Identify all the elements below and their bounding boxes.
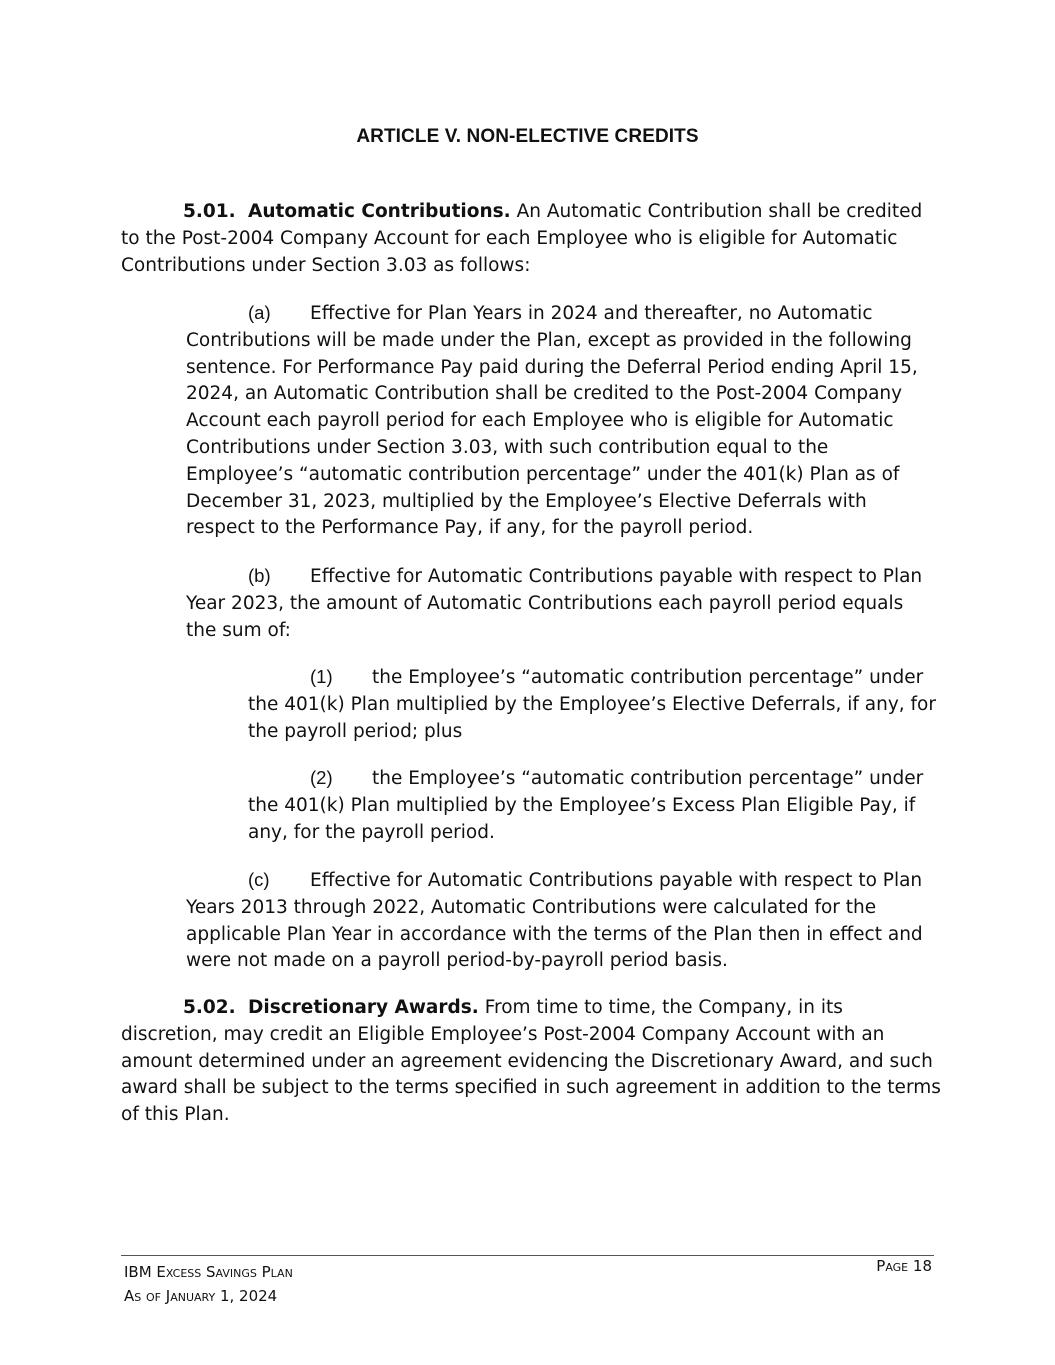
footer-plan-info	[124, 1260, 293, 1308]
clause-b-text: Effective for Automatic Contributions payable with respect to Plan Year 2023, the amount of Automatic Contributions each payroll period equals the sum of:	[186, 566, 923, 641]
section-5-01-paragraph	[121, 199, 941, 279]
clause-a-mark: (a)	[248, 302, 271, 323]
clause-c-text: Effective for Automatic Contributions payable with respect to Plan Years 2013 through 2022, Automatic Contributions were calculated for the applicable Plan Year in accordance with the terms of the Plan then in effect and were not made on a payroll period-by-payroll period basis.	[186, 870, 923, 972]
clause-b-mark: (b)	[248, 565, 271, 586]
section-5-01-number: 5.01.	[183, 201, 236, 222]
clause-b1-paragraph	[248, 664, 938, 745]
section-5-02-paragraph	[121, 995, 941, 1129]
clause-b1-text: the Employee’s “automatic contribution percentage” under the 401(k) Plan multiplied by the Employee’s Elective Deferrals, if any, for the payroll period; plus	[248, 667, 936, 742]
footer-page-number: Page 18	[876, 1257, 932, 1275]
clause-a-text: Effective for Plan Years in 2024 and thereafter, no Automatic Contributions will be made under the Plan, except as provided in the following sentence. For Performance Pay paid during the Deferral Period ending April 15, 2024, an Automatic Contribution shall be credited to the Post-2004 Company Account each payroll period for each Employee who is eligible for Automatic Contributions under Section 3.03, with such contribution equal to the Employee’s “automatic contribution percentage” under the 401(k) Plan as of December 31, 2023, multiplied by the Employee’s Elective Deferrals with respect to the Performance Pay, if any, for the payroll period.	[186, 303, 918, 539]
clause-b2-text: the Employee’s “automatic contribution percentage” under the 401(k) Plan multiplied by the Employee’s Excess Plan Eligible Pay, if any, for the payroll period.	[248, 768, 924, 843]
section-5-02-number: 5.02.	[183, 997, 236, 1018]
footer-as-of-date: As of January 1, 2024	[124, 1287, 278, 1305]
clause-b1-mark: (1)	[310, 666, 333, 687]
clause-c-paragraph	[186, 867, 938, 975]
section-5-02-text: From time to time, the Company, in its discretion, may credit an Eligible Employee’s Post-2004 Company Account with an amount determined under an agreement evidencing the Discretionary Award, and such award shall be subject to the terms specified in such agreement in addition to the terms of this Plan.	[121, 997, 941, 1126]
article-title: ARTICLE V. NON-ELECTIVE CREDITS	[356, 126, 699, 147]
clause-b-paragraph	[186, 563, 938, 644]
section-5-02-heading: Discretionary Awards.	[248, 997, 479, 1018]
section-5-01-text: An Automatic Contribution shall be credited to the Post-2004 Company Account for each Employee who is eligible for Automatic Contributions under Section 3.03 as follows:	[121, 201, 923, 276]
section-5-01-heading: Automatic Contributions.	[248, 201, 511, 222]
clause-c-mark: (c)	[248, 869, 270, 890]
clause-b2-paragraph	[248, 765, 938, 846]
clause-b2-mark: (2)	[310, 767, 333, 788]
clause-a-paragraph	[186, 300, 938, 542]
footer-divider	[121, 1255, 934, 1256]
footer-plan-name: IBM Excess Savings Plan	[124, 1263, 293, 1281]
